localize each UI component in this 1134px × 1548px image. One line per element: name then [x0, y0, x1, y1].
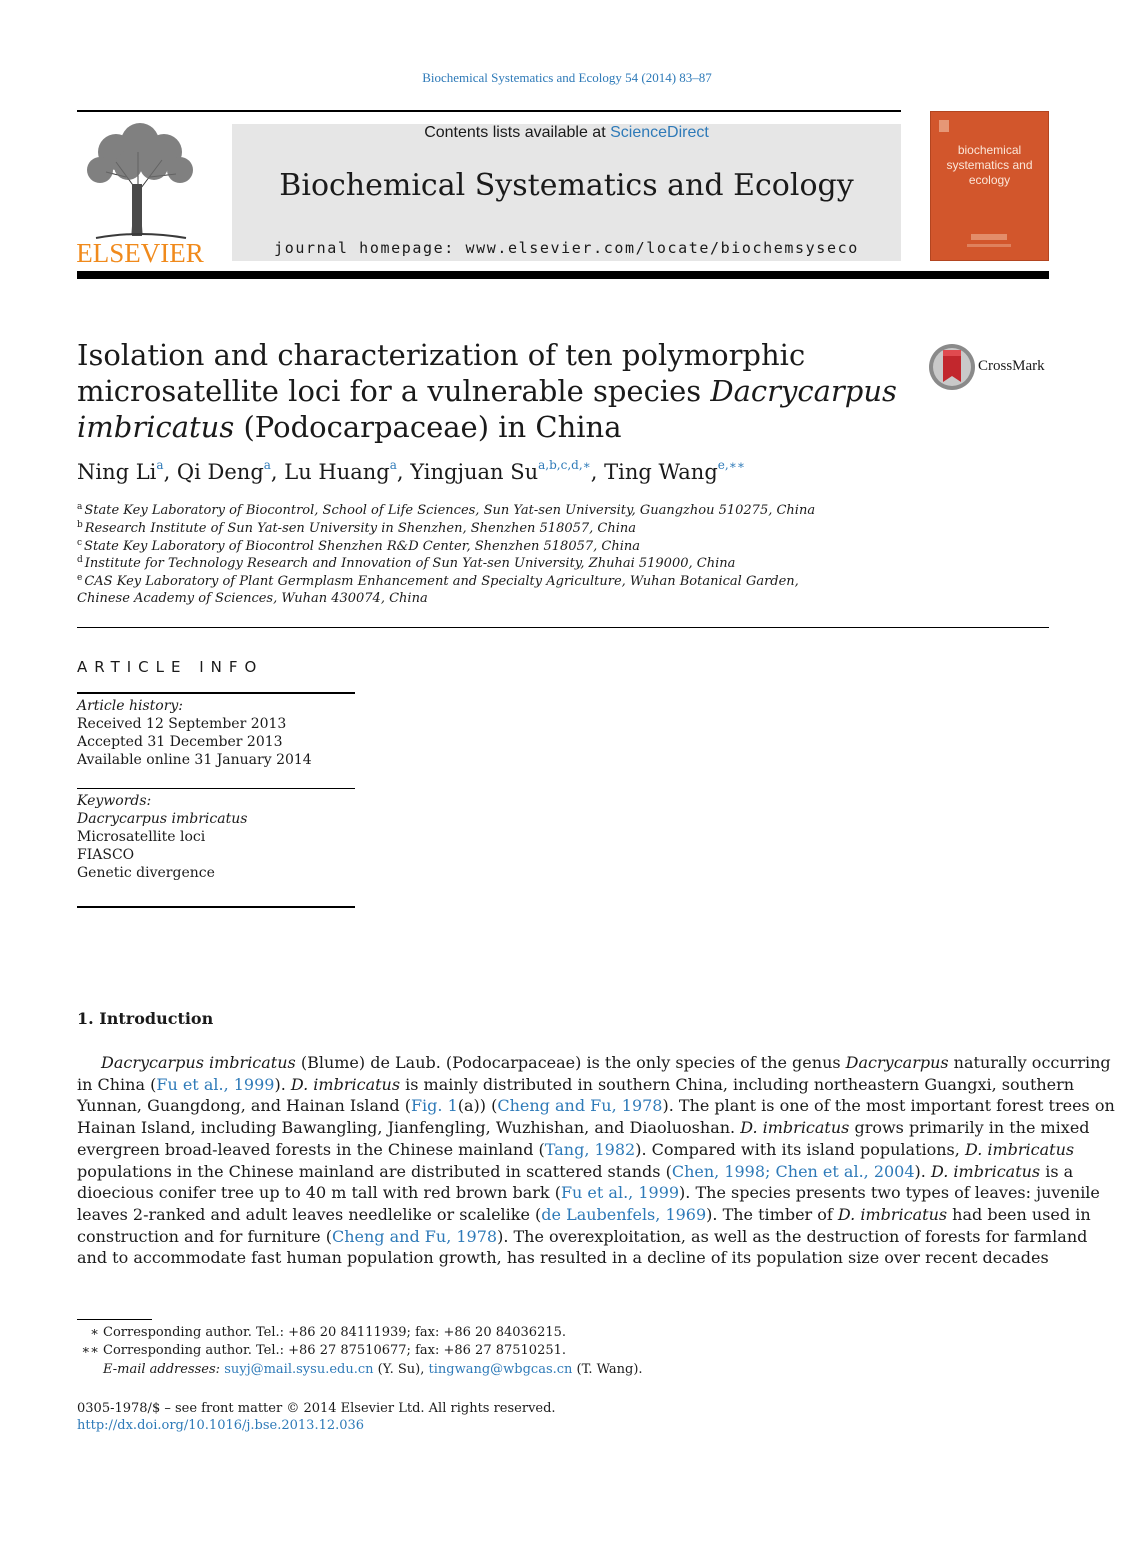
intro-line: [77, 1183, 1100, 1203]
keyword: Dacrycarpus imbricatus: [77, 811, 248, 827]
intro-text: leaves 2-ranked and adult leaves needlelike or scalelike (: [77, 1205, 542, 1224]
intro-text: ).: [274, 1075, 291, 1094]
intro-line: [77, 1075, 1075, 1095]
cover-title: biochemical systematics and ecology: [946, 143, 1033, 187]
journal-citation[interactable]: Biochemical Systematics and Ecology 54 (2014) 83–87: [422, 70, 712, 85]
citation-link[interactable]: Cheng and Fu, 1978: [497, 1096, 663, 1115]
affiliation-b: [77, 520, 636, 536]
info-rule-bottom: [77, 906, 355, 908]
author-affiliation-mark[interactable]: a: [389, 458, 397, 472]
crossmark-label[interactable]: CrossMark: [978, 358, 1045, 374]
affiliation-c: [77, 538, 640, 554]
title-line-2: [77, 373, 907, 409]
intro-text: is a: [1040, 1162, 1074, 1181]
affiliation-mark: c: [77, 538, 83, 548]
intro-text: grows primarily in the mixed: [849, 1118, 1090, 1137]
citation-link[interactable]: de Laubenfels, 1969: [541, 1205, 707, 1224]
keywords-label: Keywords:: [77, 793, 152, 809]
intro-line: [77, 1205, 1091, 1225]
affiliation-e-continued: [77, 591, 428, 606]
email-link-su[interactable]: suyj@mail.sysu.edu.cn: [224, 1362, 374, 1377]
affiliation-a: [77, 502, 815, 518]
author-name[interactable]: Yingjuan Su: [410, 460, 539, 484]
footnote-mark: ∗∗: [81, 1343, 99, 1358]
doi-link[interactable]: http://dx.doi.org/10.1016/j.bse.2013.12.036: [77, 1418, 365, 1433]
intro-text: dioecious conifer tree up to 40 m tall with red brown bark (: [77, 1183, 561, 1202]
intro-text: (Blume) de Laub. (Podocarpaceae) is the only species of the genus: [295, 1053, 846, 1072]
intro-text: construction and for furniture (: [77, 1227, 332, 1246]
footnote-1: [77, 1325, 566, 1340]
intro-line: [77, 1162, 1074, 1182]
affiliation-text: CAS Key Laboratory of Plant Germplasm Enhancement and Specialty Agriculture, Wuhan Botanical Garden,: [84, 574, 799, 589]
intro-text: ). The species presents two types of leaves: juvenile: [679, 1183, 1100, 1202]
intro-line: [101, 1053, 1111, 1073]
citation-link[interactable]: Cheng and Fu, 1978: [331, 1227, 498, 1246]
title-line-2-text: microsatellite loci for a vulnerable species: [77, 374, 711, 408]
species-name: Dacrycarpus: [845, 1053, 949, 1072]
email-owner-su: (Y. Su),: [373, 1362, 429, 1377]
footnote-2: [77, 1343, 566, 1358]
title-species: imbricatus: [77, 410, 235, 444]
contents-prefix: Contents lists available at: [424, 124, 606, 141]
intro-text: ). The plant is one of the most important forest trees on: [662, 1096, 1115, 1115]
citation-link[interactable]: Chen, 1998; Chen et al., 2004: [671, 1162, 915, 1181]
species-name: D. imbricatus: [964, 1140, 1075, 1159]
title-line-3-text: (Podocarpaceae) in China: [234, 410, 622, 444]
section-rule: [77, 627, 1049, 628]
email-label: E-mail addresses:: [103, 1362, 221, 1377]
intro-line: [77, 1118, 1090, 1138]
copyright-line: 0305-1978/$ – see front matter © 2014 Elsevier Ltd. All rights reserved.: [77, 1401, 556, 1416]
intro-line: [77, 1140, 1075, 1160]
footnote-rule: [77, 1319, 152, 1320]
species-name: D. imbricatus: [290, 1075, 401, 1094]
email-link-wang[interactable]: tingwang@wbgcas.cn: [428, 1362, 573, 1377]
author-affiliation-mark[interactable]: a: [263, 458, 271, 472]
citation-link[interactable]: Fu et al., 1999: [560, 1183, 680, 1202]
title-line-1: Isolation and characterization of ten polymorphic: [77, 338, 806, 372]
journal-homepage[interactable]: journal homepage: www.elsevier.com/locate/biochemsyseco: [274, 239, 859, 257]
author-list: Ning Li$^a$, Qi Deng$^a$, Lu Huang$^a$, Yingjuan $Su^{a,b,c,d,∗}$, Ting Wang$^{e,∗∗}$: [77, 458, 746, 484]
affiliation-d: [77, 555, 735, 571]
article-info-heading: ARTICLE INFO: [77, 658, 264, 676]
title-line-3: [77, 409, 907, 445]
sciencedirect-link[interactable]: ScienceDirect: [610, 124, 709, 141]
species-name: D. imbricatus: [740, 1118, 850, 1137]
elsevier-logo: [76, 122, 204, 264]
species-name: D. imbricatus: [930, 1162, 1041, 1181]
intro-text: and to accommodate fast human population growth, has resulted in a decline of its population size over recent decades: [77, 1248, 1049, 1267]
intro-text: ). The overexploitation, as well as the destruction of forests for farmland: [497, 1227, 1088, 1246]
email-owner-wang: (T. Wang).: [572, 1362, 643, 1377]
species-name: Dacrycarpus imbricatus: [101, 1053, 296, 1072]
author-name[interactable]: Lu Huang: [284, 460, 390, 484]
footnote-text: Corresponding author. Tel.: +86 27 87510677; fax: +86 27 87510251.: [103, 1343, 567, 1358]
author-affiliation-mark[interactable]: e,∗∗: [717, 458, 746, 472]
intro-text: Hainan Island, including Bawangling, Jianfengling, Wuzhishan, and Diaoluoshan.: [77, 1118, 741, 1137]
intro-text: ). Compared with its island populations,: [635, 1140, 965, 1159]
author-name[interactable]: Ting Wang: [604, 460, 718, 484]
contents-line: [232, 124, 901, 142]
journal-title: Biochemical Systematics and Ecology: [279, 168, 854, 203]
keyword: FIASCO: [77, 847, 135, 863]
intro-line: [77, 1227, 1088, 1247]
affiliation-mark: a: [77, 502, 83, 512]
author-affiliation-mark[interactable]: a: [156, 458, 164, 472]
elsevier-tree-icon: [76, 122, 204, 264]
footnote-text: Corresponding author. Tel.: +86 20 84111939; fax: +86 20 84036215.: [103, 1325, 567, 1340]
header-bottom-rule: [77, 271, 1049, 279]
affiliation-text: Research Institute of Sun Yat-sen University in Shenzhen, Shenzhen 518057, China: [84, 521, 637, 536]
affiliation-mark: d: [77, 555, 83, 565]
online-date: Available online 31 January 2014: [77, 752, 312, 768]
header-top-rule: [77, 110, 901, 112]
affiliation-text: Institute for Technology Research and Innovation of Sun Yat-sen University, Zhuhai 519000, China: [84, 556, 736, 571]
author-name[interactable]: Qi Deng: [176, 460, 264, 484]
affiliation-text: State Key Laboratory of Biocontrol Shenzhen R&D Center, Shenzhen 518057, China: [84, 539, 641, 554]
citation-link[interactable]: Fu et al., 1999: [156, 1075, 275, 1094]
intro-text: populations in the Chinese mainland are distributed in scattered stands (: [77, 1162, 672, 1181]
author-name[interactable]: Ning Li: [77, 460, 157, 484]
species-name: D. imbricatus: [837, 1205, 948, 1224]
title-genus: Dacrycarpus: [710, 374, 897, 408]
affiliation-mark: b: [77, 520, 83, 530]
crossmark-icon: [927, 342, 977, 392]
affiliation-text: Chinese Academy of Sciences, Wuhan 430074, China: [77, 591, 428, 606]
intro-text: (a)) (: [457, 1096, 498, 1115]
intro-text: evergreen broad-leaved forests in the Chinese mainland (: [77, 1140, 545, 1159]
intro-heading: 1. Introduction: [77, 1009, 214, 1028]
affiliation-text: State Key Laboratory of Biocontrol, School of Life Sciences, Sun Yat-sen University, Guangzhou 510275, China: [84, 503, 816, 518]
intro-text: Yunnan, Guangdong, and Hainan Island (: [77, 1096, 411, 1115]
intro-text: is mainly distributed in southern China, including northeastern Guangxi, southern: [400, 1075, 1075, 1094]
footnote-emails: [103, 1362, 643, 1377]
intro-line: [77, 1096, 1115, 1116]
intro-text: ). The timber of: [706, 1205, 838, 1224]
article-title: [77, 337, 907, 445]
intro-line: [77, 1248, 1048, 1268]
citation-link[interactable]: Tang, 1982: [544, 1140, 636, 1159]
intro-text: naturally occurring: [948, 1053, 1111, 1072]
affiliation-mark: e: [77, 573, 83, 583]
citation-link[interactable]: Fig. 1: [410, 1096, 458, 1115]
author-affiliation-mark[interactable]: a,b,c,d,∗: [538, 458, 591, 472]
keyword: Microsatellite loci: [77, 829, 206, 845]
keyword: Genetic divergence: [77, 865, 215, 881]
intro-text: had been used in: [947, 1205, 1091, 1224]
info-rule-top: [77, 692, 355, 694]
intro-text: ).: [914, 1162, 931, 1181]
intro-text: in China (: [77, 1075, 157, 1094]
publisher-wordmark: ELSEVIER: [76, 238, 204, 264]
info-rule-mid: [77, 788, 355, 789]
received-date: Received 12 September 2013: [77, 716, 287, 732]
history-label: Article history:: [77, 698, 184, 714]
affiliation-e: [77, 573, 799, 589]
footnote-mark: ∗: [90, 1325, 99, 1340]
accepted-date: Accepted 31 December 2013: [77, 734, 283, 750]
